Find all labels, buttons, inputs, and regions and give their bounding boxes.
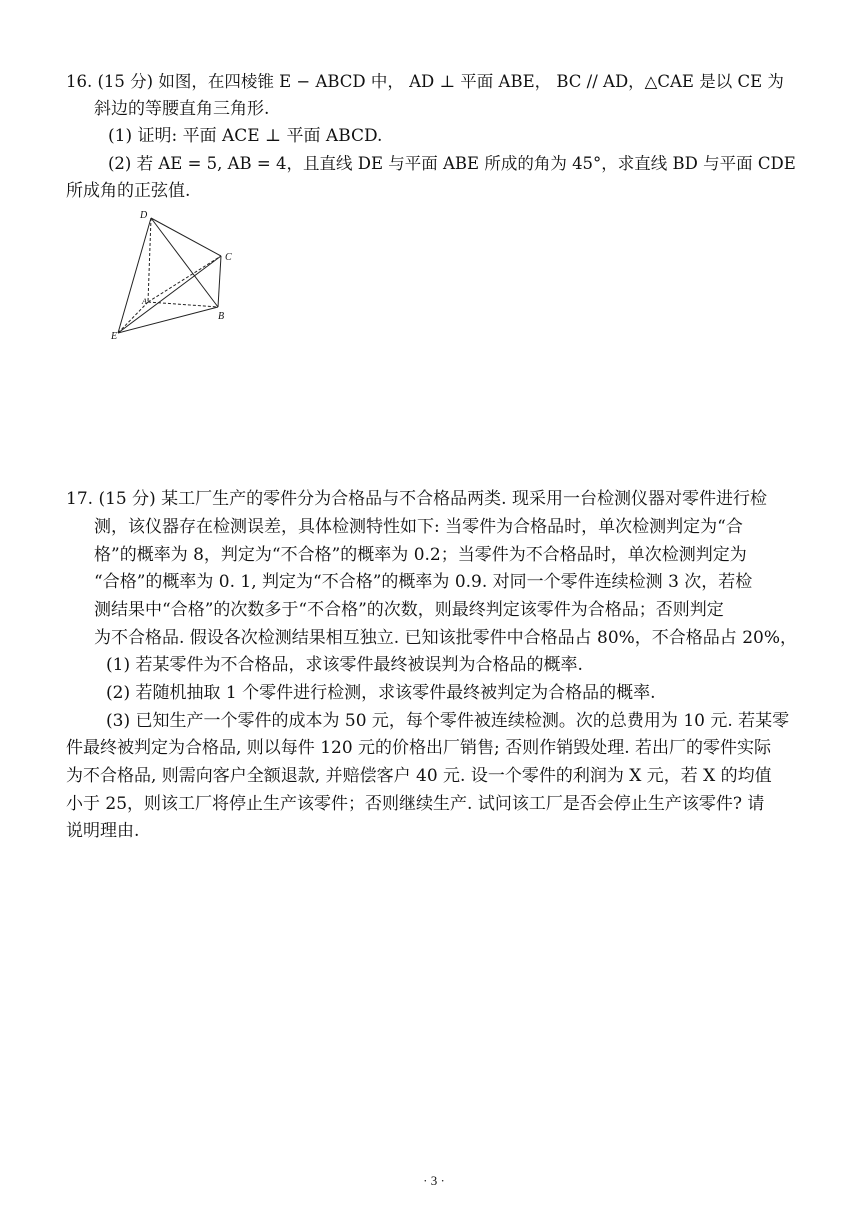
q17-part-2: (2) 若随机抽取 1 个零件进行检测，求该零件最终被判定为合格品的概率. [106,683,656,703]
q17-line-11: 为不合格品, 则需向客户全额退款, 并赔偿客户 40 元. 设一个零件的利润为 X 元，若 X 的均值 [66,766,772,786]
q16-line-5: 所成角的正弦值. [66,181,191,201]
page-number: · 3 · [423,1173,445,1188]
pyramid-figure [100,205,250,345]
q17-line-12: 小于 25，则该工厂将停止生产该零件；否则继续生产. 试问该工厂是否会停止生产该零件? 请 [66,794,765,814]
q17-line-4: “合格”的概率为 0. 1, 判定为“不合格”的概率为 0.9. 对同一个零件连续检测 3 次，若检 [94,572,753,592]
edge-eb [118,307,218,333]
q17-line-13: 说明理由. [66,821,140,841]
q16-part-2: (2) 若 AE = 5, AB = 4，且直线 DE 与平面 ABE 所成的角为 45°，求直线 BD 与平面 CDE [108,154,796,173]
edge-dc [151,218,221,256]
q16-part-1: (1) 证明: 平面 ACE ⊥ 平面 ABCD. [108,126,383,146]
q17-part-1: (1) 若某零件为不合格品，求该零件最终被误判为合格品的概率. [106,655,583,675]
q17-line-3: 格”的概率为 8，判定为“不合格”的概率为 0.2；当零件为不合格品时，单次检测判定为 [94,545,747,565]
q17-line-5: 测结果中“合格”的次数多于“不合格”的次数，则最终判定该零件为合格品；否则判定 [94,600,724,620]
edge-ec [118,256,221,333]
edge-de [118,218,151,333]
q17-part-3: (3) 已知生产一个零件的成本为 50 元，每个零件被连续检测。次的总费用为 10 元. 若某零 [106,711,790,731]
q17-line-1: 17. (15 分) 某工厂生产的零件分为合格品与不合格品两类. 现采用一台检测仪器对零件进行检 [66,489,767,509]
label-b: B [218,311,225,322]
label-c: C [225,252,232,263]
edge-da [148,218,151,302]
label-d: D [140,210,148,221]
label-e: E [111,331,118,342]
q16-line-2: 斜边的等腰直角三角形. [94,99,270,119]
label-a: A [142,297,147,306]
edge-ab [148,302,218,307]
q16-line-1: 16. (15 分) 如图，在四棱锥 E − ABCD 中， AD ⊥ 平面 ABE， BC // AD，△CAE 是以 CE 为 [66,72,784,91]
q17-line-2: 测，该仪器存在检测误差，具体检测特性如下: 当零件为合格品时，单次检测判定为“合 [94,517,743,537]
q17-line-10: 件最终被判定为合格品, 则以每件 120 元的价格出厂销售; 否则作销毁处理. 若出厂的零件实际 [66,738,772,758]
edge-cb [218,256,221,307]
q17-line-6: 为不合格品. 假设各次检测结果相互独立. 已知该批零件中合格品占 80%，不合格品占 20%， [94,628,797,648]
